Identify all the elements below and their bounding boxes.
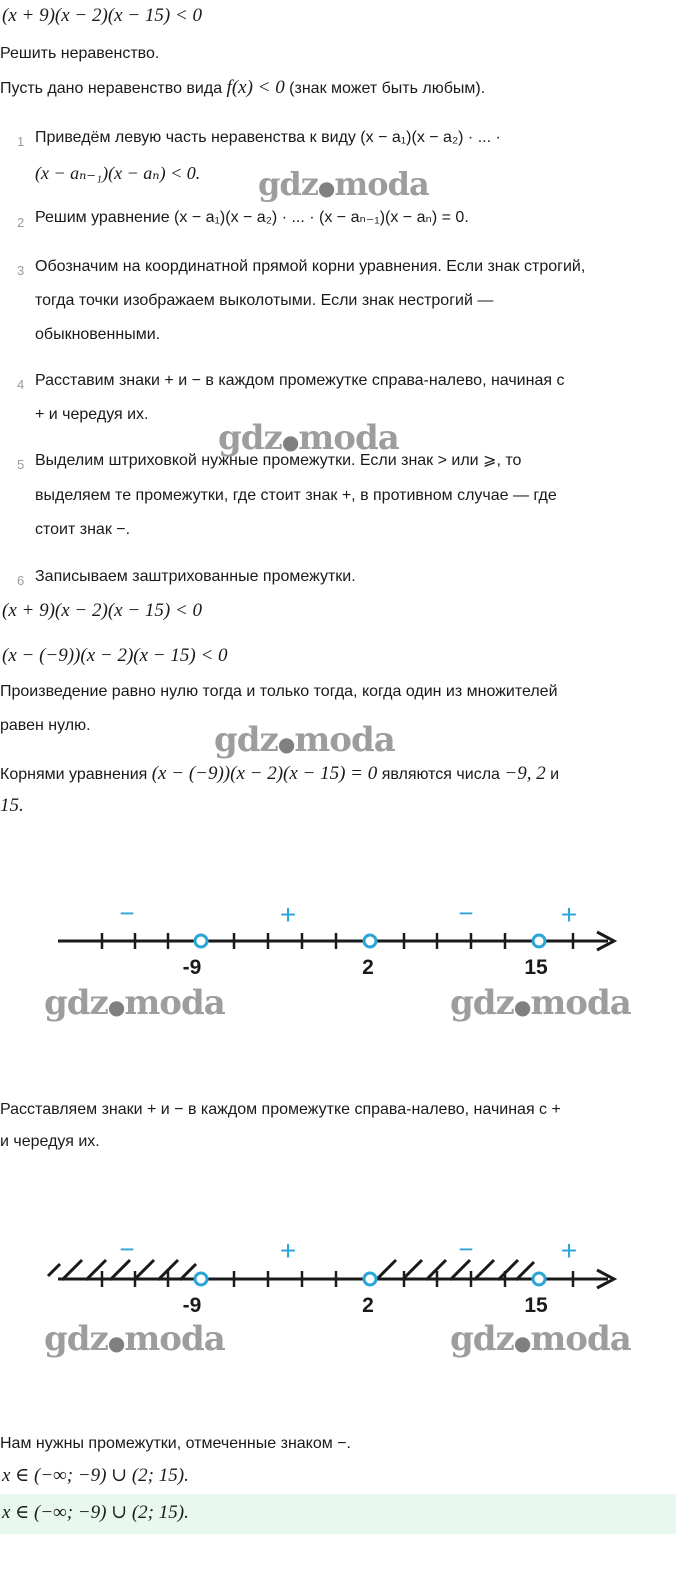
root-label-minus-9: -9: [182, 1294, 202, 1317]
watermark: gdz●moda: [44, 1319, 225, 1359]
intro-text: [0, 74, 485, 103]
watermark-text-b: moda: [530, 983, 631, 1023]
interval-sign-3: −: [458, 1234, 474, 1264]
root-label-2: 2: [362, 1294, 374, 1317]
watermark: gdz●moda: [44, 983, 225, 1023]
number-line-1: [0, 890, 680, 980]
interval-sign-4: +: [560, 1235, 578, 1266]
number-line-2: [0, 1228, 680, 1318]
step-1: [35, 126, 670, 150]
watermark: gdz●moda: [218, 418, 399, 458]
signs-text-line1: Расставляем знаки + и − в каждом промежутке справа-налево, начиная с +: [0, 1101, 561, 1118]
step-4-line1: Расставим знаки + и − в каждом промежутке справа-налево, начиная с: [35, 372, 565, 389]
solution-equation-2: (x − (−9))(x − 2)(x − 15) < 0: [2, 645, 228, 666]
interval-sign-4: +: [560, 899, 578, 930]
watermark-text-a: gdz: [450, 983, 514, 1023]
product-text-line2: равен нулю.: [0, 717, 91, 734]
signs-text-line2: и чередуя их.: [0, 1133, 100, 1150]
watermark-text-b: moda: [294, 720, 395, 760]
step-6-line1: Записываем заштрихованные промежутки.: [35, 568, 356, 585]
intro-math: f(x) < 0: [226, 77, 285, 98]
roots-text-line2: 15.: [0, 795, 24, 816]
answer-line-2: x ∈ (−∞; −9) ∪ (2; 15).: [2, 1502, 189, 1523]
solution-equation-1: (x + 9)(x − 2)(x − 15) < 0: [2, 600, 203, 621]
root-label-minus-9: -9: [182, 956, 202, 979]
step-5-line3: стоит знак −.: [35, 521, 131, 538]
step-5-line2: выделяем те промежутки, где стоит знак +, в противном случае — где: [35, 487, 557, 504]
inequality-title: (x + 9)(x − 2)(x − 15) < 0: [2, 5, 203, 26]
watermark-text-a: gdz: [218, 418, 282, 458]
interval-sign-2: +: [279, 899, 297, 930]
roots-text-a: Корнями уравнения: [0, 766, 152, 783]
watermark-text-b: moda: [124, 1319, 225, 1359]
watermark-text-b: moda: [530, 1319, 631, 1359]
step-number: 2: [17, 215, 25, 230]
watermark: gdz●moda: [214, 720, 395, 760]
step-5-line1: Выделим штриховкой нужные промежутки. Если знак > или ⩾, то: [35, 452, 522, 469]
step-3-line3: обыкновенными.: [35, 326, 161, 343]
watermark-text-a: gdz: [258, 165, 318, 203]
task-text: Решить неравенство.: [0, 45, 160, 62]
watermark: gdz●moda: [258, 165, 429, 203]
watermark-text-b: moda: [124, 983, 225, 1023]
step-number: 3: [17, 263, 25, 278]
watermark-text-a: gdz: [44, 983, 108, 1023]
roots-math: (x − (−9))(x − 2)(x − 15) = 0: [151, 763, 378, 784]
watermark-text-b: moda: [334, 165, 429, 203]
intro-text-a: Пусть дано неравенство вида: [0, 80, 227, 97]
step-3-line1: Обозначим на координатной прямой корни уравнения. Если знак строгий,: [35, 258, 586, 275]
step-4-line2: + и чередуя их.: [35, 406, 149, 423]
roots-numbers: −9, 2: [504, 763, 546, 784]
watermark: gdz●moda: [450, 1319, 631, 1359]
step-2: Решим уравнение (x − a₁)(x − a₂) · ... · (x − aₙ₋₁)(x − aₙ) = 0.: [35, 209, 469, 226]
intro-text-b: (знак может быть любым).: [284, 80, 486, 97]
watermark: gdz●moda: [450, 983, 631, 1023]
watermark-text-b: moda: [298, 418, 399, 458]
watermark-text-a: gdz: [44, 1319, 108, 1359]
answer-line-1: x ∈ (−∞; −9) ∪ (2; 15).: [2, 1465, 189, 1486]
interval-sign-1: −: [119, 898, 135, 928]
root-label-15: 15: [524, 1294, 548, 1317]
roots-text-c: и: [545, 766, 560, 783]
step-3-line2: тогда точки изображаем выколотыми. Если знак нестрогий —: [35, 292, 494, 309]
step-number: 1: [17, 134, 25, 149]
step-1-line1: Приведём левую часть неравенства к виду (x − a₁)(x − a₂) · ... ·: [35, 129, 501, 146]
interval-sign-2: +: [279, 1235, 297, 1266]
step-number: 6: [17, 573, 25, 588]
step-1-line2: (x − aₙ₋₁)(x − aₙ) < 0.: [35, 163, 201, 183]
step-number: 5: [17, 457, 25, 472]
product-text-line1: Произведение равно нулю тогда и только тогда, когда один из множителей: [0, 683, 558, 700]
interval-sign-3: −: [458, 898, 474, 928]
step-number: 4: [17, 377, 25, 392]
root-label-15: 15: [524, 956, 548, 979]
roots-text-b: являются числа: [377, 766, 505, 783]
watermark-text-a: gdz: [450, 1319, 514, 1359]
root-label-2: 2: [362, 956, 374, 979]
watermark-text-a: gdz: [214, 720, 278, 760]
interval-sign-1: −: [119, 1234, 135, 1264]
need-text: Нам нужны промежутки, отмеченные знаком −.: [0, 1435, 351, 1452]
hatch-interval-middle: [378, 1260, 534, 1280]
